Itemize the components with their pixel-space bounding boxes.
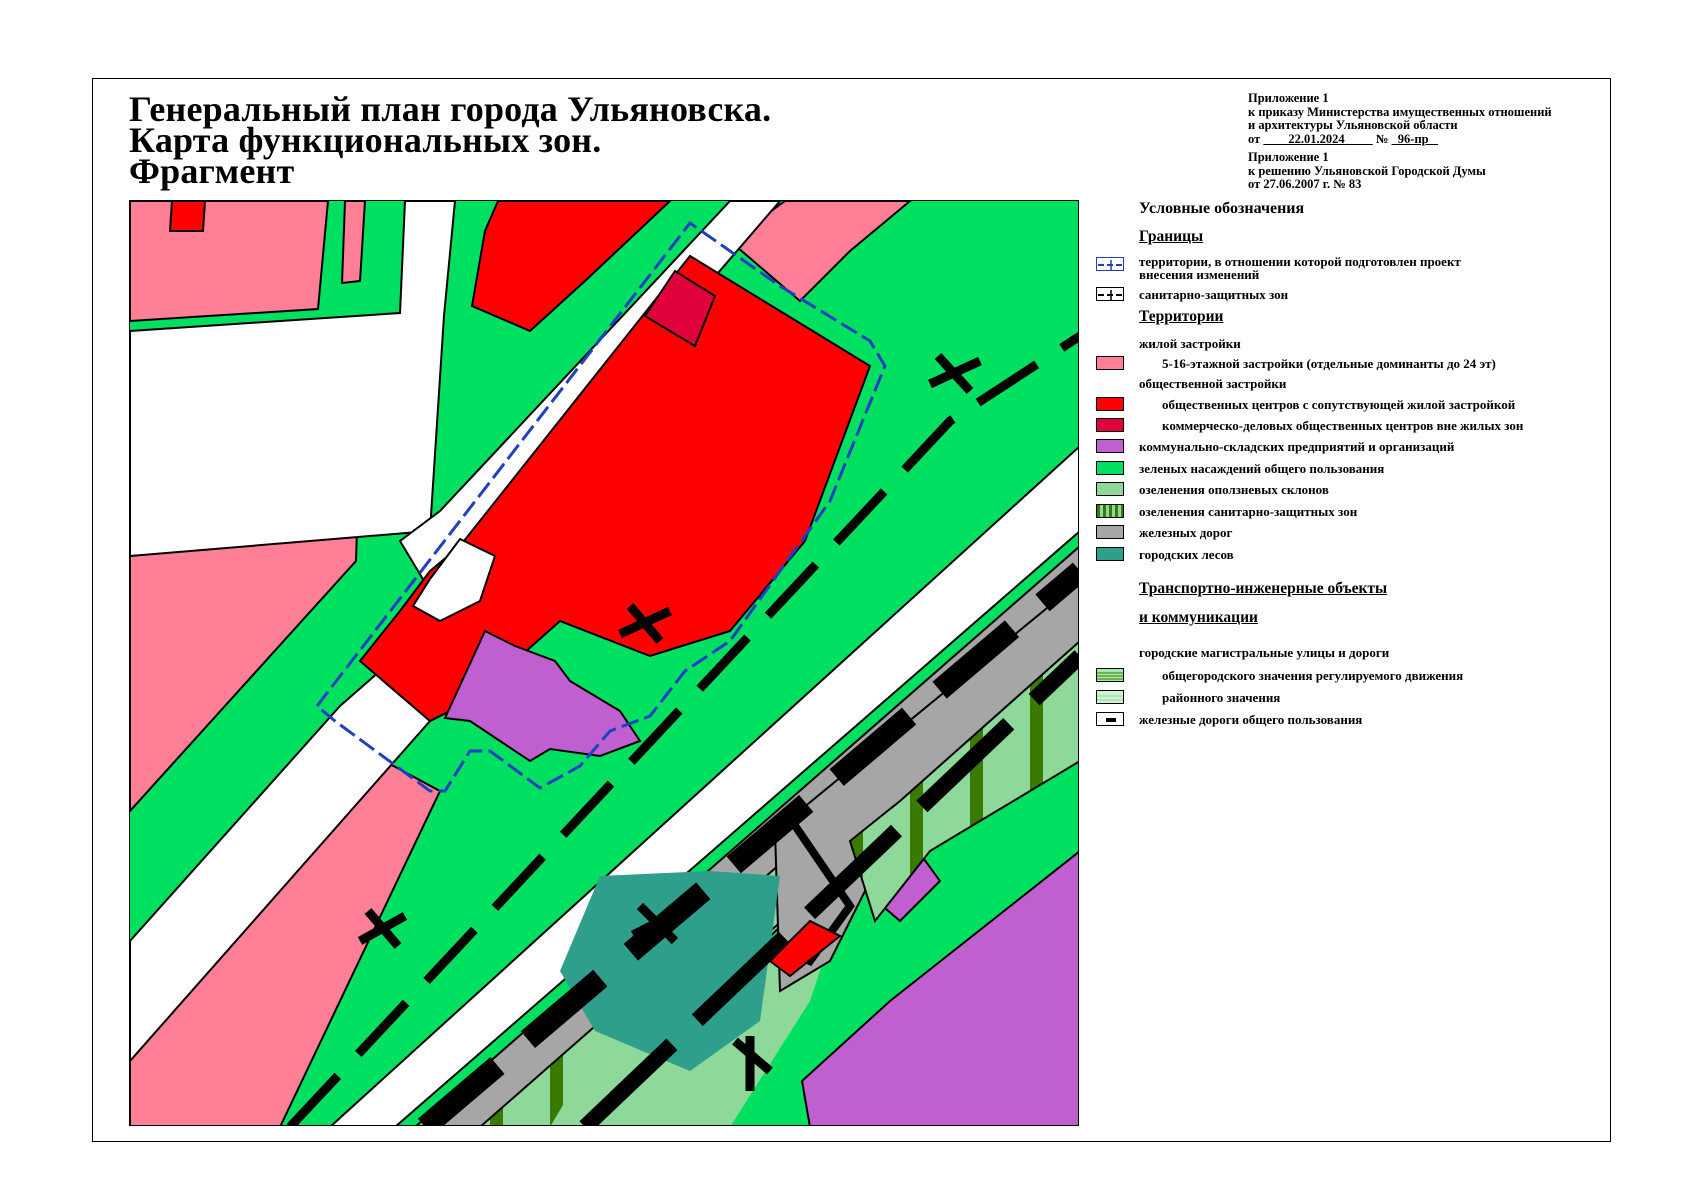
swatch-district-road-icon xyxy=(1096,690,1124,704)
zone-residential-strip xyxy=(342,201,365,283)
appendix-block xyxy=(1248,92,1552,192)
swatch-urban-forests xyxy=(1096,547,1124,561)
zone-public-small-nw xyxy=(170,201,205,231)
appendix-2-line-3: от 27.06.2007 г. № 83 xyxy=(1248,177,1362,191)
swatch-landslide-green xyxy=(1096,482,1124,496)
appendix-1-date-line xyxy=(1248,133,1552,147)
legend-border-project-2: внесения изменений xyxy=(1139,267,1260,282)
zone-residential-nw xyxy=(130,201,328,321)
swatch-sanitary-border-icon xyxy=(1096,287,1124,301)
legend-residential-5-16: 5-16-этажной застройки (отдельные доминанты до 24 эт) xyxy=(1162,356,1496,371)
legend-territories-head: Территории xyxy=(1139,308,1224,325)
legend-transport-head-2: и коммуникации xyxy=(1139,609,1258,626)
appendix-1-line-3: и архитектуры Ульяновской области xyxy=(1248,118,1458,132)
swatch-public-railway-icon xyxy=(1096,712,1124,726)
legend-railways: железных дорог xyxy=(1139,525,1233,540)
legend-main-streets-head: городские магистральные улицы и дороги xyxy=(1139,645,1390,660)
legend-border-project: территории, в отношении которой подготовлен проект xyxy=(1139,254,1461,269)
appendix-2-line-1: Приложение 1 xyxy=(1248,150,1329,164)
legend-public-railways: железные дороги общего пользования xyxy=(1139,712,1363,727)
legend-residential-head: жилой застройки xyxy=(1139,336,1241,351)
legend-borders-head: Границы xyxy=(1139,228,1204,245)
swatch-public-green xyxy=(1096,461,1124,475)
swatch-sanitary-green xyxy=(1096,504,1124,518)
appendix-1-number: 96-пр xyxy=(1397,131,1429,146)
legend-district-level: районного значения xyxy=(1162,690,1281,705)
swatch-public xyxy=(1096,397,1124,411)
swatch-citywide-road-icon xyxy=(1096,668,1124,682)
appendix-1-from: от xyxy=(1248,131,1261,146)
legend-urban-forests: городских лесов xyxy=(1139,547,1234,562)
legend-landslide-green: озеленения оползневых склонов xyxy=(1139,482,1329,497)
legend-sanitary-green: озеленения санитарно-защитных зон xyxy=(1139,504,1358,519)
appendix-1-line-1: Приложение 1 xyxy=(1248,91,1329,105)
legend-commercial-centers: коммерческо-деловых общественных центров вне жилых зон xyxy=(1162,418,1524,433)
legend-public-centers: общественных центров с сопутствующей жилой застройкой xyxy=(1162,397,1516,412)
legend-public-head: общественной застройки xyxy=(1139,376,1287,391)
appendix-2-line-2: к решению Ульяновской Городской Думы xyxy=(1248,163,1486,178)
appendix-1-no: № xyxy=(1375,131,1389,146)
legend-public-green: зеленых насаждений общего пользования xyxy=(1139,461,1385,476)
swatch-railways xyxy=(1096,525,1124,539)
legend-border-sanitary: санитарно-защитных зон xyxy=(1139,287,1289,302)
legend-title: Условные обозначения xyxy=(1139,200,1305,217)
appendix-1-line-2: к приказу Министерства имущественных отношений xyxy=(1248,104,1552,119)
title-line-3: Фрагмент xyxy=(129,151,295,191)
appendix-1-date: 22.01.2024 xyxy=(1288,131,1345,146)
legend-utility-storage: коммунально-складских предприятий и организаций xyxy=(1139,439,1455,454)
map-title xyxy=(129,89,772,191)
swatch-project-border-icon xyxy=(1096,257,1124,271)
map-fragment xyxy=(129,200,1079,1126)
legend-citywide-regulated: общегородского значения регулируемого движения xyxy=(1162,668,1464,683)
swatch-commercial xyxy=(1096,418,1124,432)
title-line-1: Генеральный план города Ульяновска. xyxy=(129,89,772,129)
map-canvas xyxy=(130,201,1079,1126)
legend-transport-head-1: Транспортно-инженерные объекты xyxy=(1139,580,1388,597)
swatch-residential xyxy=(1096,356,1124,370)
title-line-2: Карта функциональных зон. xyxy=(129,120,602,160)
swatch-utility xyxy=(1096,439,1124,453)
